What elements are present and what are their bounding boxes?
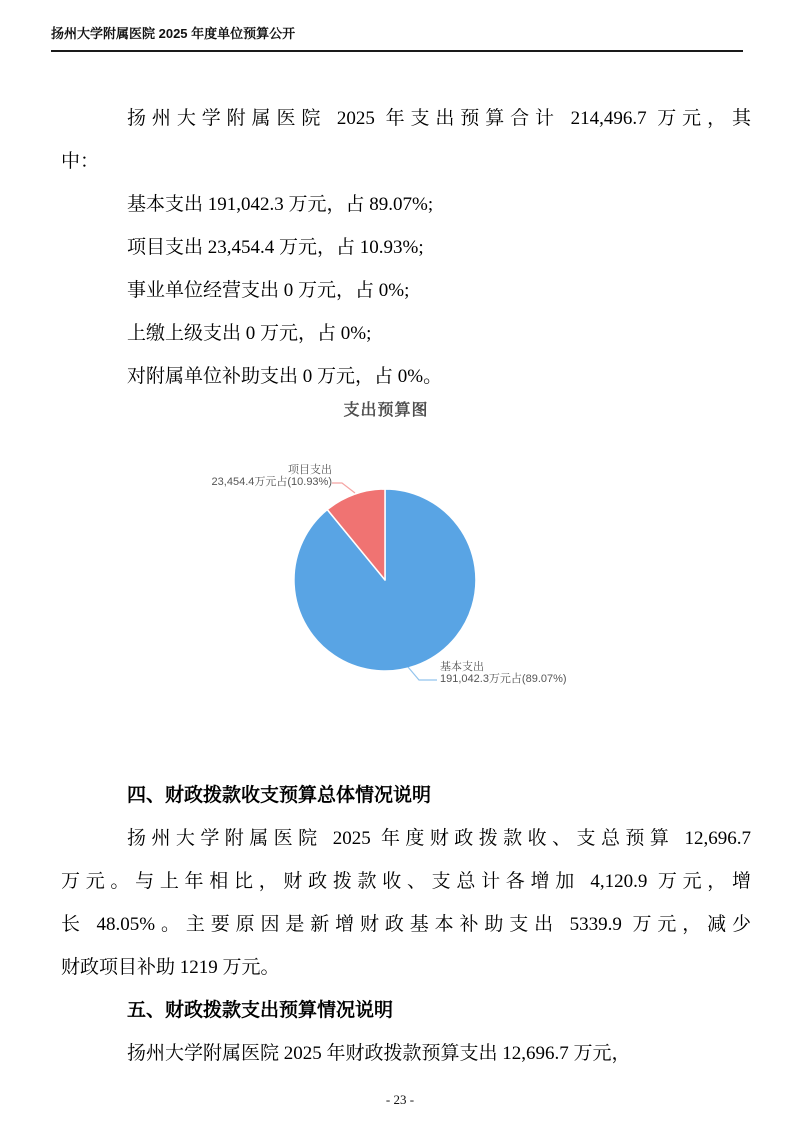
page-header	[51, 26, 743, 52]
intro-paragraph	[61, 97, 751, 183]
section-4	[61, 774, 751, 989]
footer-page-number: - 23 -	[385, 1092, 415, 1107]
section-5	[61, 989, 751, 1075]
section-heading: 五、财政拨款支出预算情况说明	[127, 1000, 394, 1021]
pie-leader-line-basic	[408, 667, 437, 680]
pie-chart	[0, 425, 800, 720]
budget-item-list	[61, 183, 751, 398]
pie-label-basic	[440, 662, 590, 685]
page-header-title: 扬州大学附属医院 2025 年度单位预算公开	[51, 26, 296, 41]
pie-label-basic-value: 191,042.3万元占(89.07%)	[440, 672, 567, 685]
pie-label-project-value: 23,454.4万元占(10.93%)	[211, 475, 332, 488]
budget-item-line: 项目支出 23,454.4 万元，占 10.93%;	[127, 237, 424, 258]
budget-item-line: 基本支出 191,042.3 万元，占 89.07%;	[127, 194, 434, 215]
paragraph-line: 扬州大学附属医院 2025 年度财政拨款收、支总预算 12,696.7	[127, 828, 751, 849]
budget-item-line: 事业单位经营支出 0 万元，占 0%;	[127, 280, 410, 301]
paragraph-line: 扬州大学附属医院 2025 年财政拨款预算支出 12,696.7 万元，	[127, 1043, 631, 1064]
pie-label-project	[208, 465, 332, 488]
paragraph-line: 长 48.05%。主要原因是新增财政基本补助支出 5339.9 万元，减少	[61, 914, 751, 935]
paragraph-line: 扬州大学附属医院 2025 年支出预算合计 214,496.7 万元，其	[127, 108, 751, 129]
section-heading: 四、财政拨款收支预算总体情况说明	[127, 785, 432, 806]
budget-item-line: 对附属单位补助支出 0 万元，占 0%。	[127, 366, 443, 387]
pie-leader-line-project	[332, 483, 355, 493]
pie-label-project-name: 项目支出	[288, 464, 332, 476]
paragraph-line: 万元。与上年相比，财政拨款收、支总计各增加 4,120.9 万元，增	[61, 871, 751, 892]
chart-title: 支出预算图	[343, 402, 429, 419]
budget-item-line: 上缴上级支出 0 万元，占 0%;	[127, 323, 372, 344]
pie-label-basic-name: 基本支出	[440, 661, 484, 673]
paragraph-line: 财政项目补助 1219 万元。	[61, 957, 280, 978]
page-footer	[0, 1092, 800, 1108]
paragraph-line: 中：	[61, 151, 100, 172]
